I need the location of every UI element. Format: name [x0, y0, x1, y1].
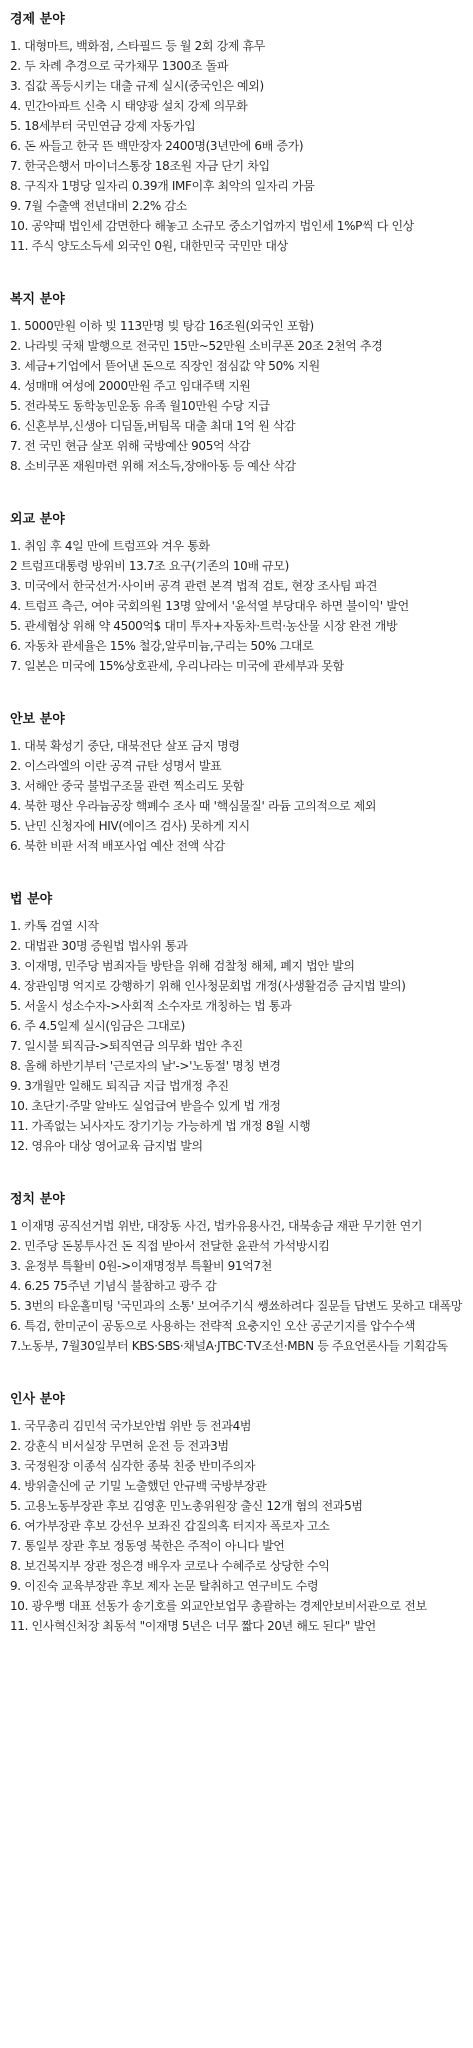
list-item: 4. 장관임명 억지로 강행하기 위해 인사청문회법 개정(사생활검증 금지법 발의) — [10, 979, 406, 993]
section-law — [10, 888, 463, 1156]
list-item: 2. 나라빚 국채 발행으로 전국민 15만~52만원 소비쿠폰 20조 2천억 추경 — [10, 339, 383, 353]
list-item: 2. 이스라엘의 이란 공격 규탄 성명서 발표 — [10, 759, 222, 773]
list-item: 1. 취임 후 4일 만에 트럼프와 겨우 통화 — [10, 539, 210, 553]
list-item: 7.노동부, 7월30일부터 KBS·SBS·채널A·JTBC·TV조선·MBN 등 주요언론사들 기획감독 — [10, 1339, 448, 1353]
list-item: 1. 대북 확성기 중단, 대북전단 살포 금지 명령 — [10, 739, 240, 753]
section-title: 외교 분야 — [10, 512, 65, 527]
list-item: 9. 3개월만 일해도 퇴직금 지급 법개정 추진 — [10, 1079, 229, 1093]
list-item: 8. 소비쿠폰 재원마련 위해 저소득,장애아동 등 예산 삭감 — [10, 459, 296, 473]
list-item: 4. 민간아파트 신축 시 태양광 설치 강제 의무화 — [10, 99, 248, 113]
list-item: 6. 북한 비판 서적 배포사업 예산 전액 삭감 — [10, 839, 225, 853]
list-item: 4. 북한 평산 우라늄공장 핵폐수 조사 때 '핵심물질' 라듐 고의적으로 제외 — [10, 799, 377, 813]
list-item: 5. 서울시 성소수자->사회적 소수자로 개칭하는 법 통과 — [10, 999, 292, 1013]
list-item: 1. 5000만원 이하 빚 113만명 빚 탕감 16조원(외국인 포함) — [10, 319, 314, 333]
section-title: 법 분야 — [10, 892, 53, 907]
list-item: 5. 난민 신청자에 HIV(에이즈 검사) 못하게 지시 — [10, 819, 250, 833]
list-item: 10. 초단기·주말 알바도 실업급여 받을수 있게 법 개정 — [10, 1099, 281, 1113]
list-item: 8. 올해 하반기부터 '근로자의 날'->'노동절' 명칭 변경 — [10, 1059, 281, 1073]
list-item: 2. 대법관 30명 증원법 법사위 통과 — [10, 939, 188, 953]
list-item: 3. 국정원장 이종석 심각한 종북 친중 반미주의자 — [10, 1459, 256, 1473]
list-item: 4. 트럼프 측근, 여야 국회의원 13명 앞에서 '윤석열 부당대우 하면 불이익' 발언 — [10, 599, 409, 613]
section-economy — [10, 8, 463, 256]
section-title: 정치 분야 — [10, 1192, 65, 1207]
section-diplomacy — [10, 508, 463, 676]
list-item: 3. 세금+기업에서 뜯어낸 돈으로 직장인 점심값 약 50% 지원 — [10, 359, 320, 373]
list-item: 11. 주식 양도소득세 외국인 0원, 대한민국 국민만 대상 — [10, 239, 288, 253]
list-item: 2. 두 차례 추경으로 국가채무 1300조 돌파 — [10, 59, 229, 73]
list-item: 3. 집값 폭등시키는 대출 규제 실시(중국인은 예외) — [10, 79, 264, 93]
list-item: 8. 보건복지부 장관 정은경 배우자 코로나 수혜주로 상당한 수익 — [10, 1559, 330, 1573]
list-item: 2. 강훈식 비서실장 무면허 운전 등 전과3범 — [10, 1439, 229, 1453]
section-personnel — [10, 1388, 463, 1636]
list-item: 1. 카톡 검열 시작 — [10, 919, 99, 933]
section-security — [10, 708, 463, 856]
list-item: 3. 이재명, 민주당 범죄자들 방탄을 위해 검찰청 해체, 폐지 법안 발의 — [10, 959, 355, 973]
list-item: 5. 고용노동부장관 후보 김영훈 민노총위원장 출신 12개 혐의 전과5범 — [10, 1499, 363, 1513]
list-item: 3. 미국에서 한국선거·사이버 공격 관련 본격 법적 검토, 현장 조사팀 파견 — [10, 579, 378, 593]
list-item: 11. 가족없는 뇌사자도 장기기능 가능하게 법 개정 8월 시행 — [10, 1119, 311, 1133]
list-item: 4. 성매매 여성에 2000만원 주고 임대주택 지원 — [10, 379, 251, 393]
list-item: 7. 일본은 미국에 15%상호관세, 우리나라는 미국에 관세부과 못함 — [10, 659, 344, 673]
list-item: 6. 여가부장관 후보 강선우 보좌진 갑질의혹 터지자 폭로자 고소 — [10, 1519, 330, 1533]
list-item: 2. 민주당 돈봉투사건 돈 직접 받아서 전달한 윤관석 가석방시킴 — [10, 1239, 330, 1253]
section-title: 경제 분야 — [10, 12, 65, 27]
list-item: 10. 공약때 법인세 감면한다 해놓고 소규모 중소기업까지 법인세 1%P씩 다 인상 — [10, 219, 414, 233]
list-item: 2 트럼프대통령 방위비 13.7조 요구(기존의 10배 규모) — [10, 559, 289, 573]
list-item: 1. 국무총리 김민석 국가보안법 위반 등 전과4범 — [10, 1419, 252, 1433]
list-item: 1 이재명 공직선거법 위반, 대장동 사건, 법카유용사건, 대북송금 재판 무기한 연기 — [10, 1219, 423, 1233]
section-welfare — [10, 288, 463, 476]
list-item: 5. 전라북도 동학농민운동 유족 월10만원 수당 지급 — [10, 399, 270, 413]
list-item: 4. 6.25 75주년 기념식 불참하고 광주 감 — [10, 1279, 217, 1293]
list-item: 6. 돈 싸들고 한국 뜬 백만장자 2400명(3년만에 6배 증가) — [10, 139, 304, 153]
section-title: 안보 분야 — [10, 712, 65, 727]
list-item: 11. 인사혁신처장 최동석 "이재명 5년은 너무 짧다 20년 해도 된다" 발언 — [10, 1619, 376, 1633]
section-title: 복지 분야 — [10, 292, 65, 307]
list-item: 10. 광우뻥 대표 선동가 송기호를 외교안보업무 총괄하는 경제안보비서관으로 전보 — [10, 1599, 427, 1613]
list-item: 7. 통일부 장관 후보 정동영 북한은 주적이 아니다 발언 — [10, 1539, 285, 1553]
list-item: 5. 3번의 타운홀미팅 '국민과의 소통' 보여주기식 쌩쑈하려다 질문들 답변도 못하고 대폭망 — [10, 1299, 463, 1313]
list-item: 6. 자동차 관세율은 15% 철강,알루미늄,구리는 50% 그대로 — [10, 639, 314, 653]
list-item: 6. 특검, 한미군이 공동으로 사용하는 전략적 요충지인 오산 공군기지를 압수수색 — [10, 1319, 416, 1333]
list-item: 1. 대형마트, 백화점, 스타필드 등 월 2회 강제 휴무 — [10, 39, 266, 53]
list-item: 6. 주 4.5일제 실시(임금은 그대로) — [10, 1019, 185, 1033]
list-item: 7. 일시불 퇴직금->퇴직연금 의무화 법안 추진 — [10, 1039, 243, 1053]
list-item: 9. 이진숙 교육부장관 후보 제자 논문 탈취하고 연구비도 수령 — [10, 1579, 319, 1593]
list-item: 4. 방위출신에 군 기밀 노출했던 안규백 국방부장관 — [10, 1479, 267, 1493]
list-item: 7. 전 국민 현금 살포 위해 국방예산 905억 삭감 — [10, 439, 251, 453]
list-item: 3. 윤정부 특활비 0원->이재명정부 특활비 91억7천 — [10, 1259, 273, 1273]
list-item: 6. 신혼부부,신생아 디딤돌,버팀목 대출 최대 1억 원 삭감 — [10, 419, 296, 433]
section-politics — [10, 1188, 463, 1356]
list-item: 5. 관세협상 위해 약 4500억$ 대미 투자+자동차·트럭·농산물 시장 완전 개방 — [10, 619, 398, 633]
list-item: 3. 서해안 중국 불법구조물 관련 찍소리도 못함 — [10, 779, 244, 793]
list-item: 8. 구직자 1명당 일자리 0.39개 IMF이후 최악의 일자리 가뭄 — [10, 179, 315, 193]
list-item: 5. 18세부터 국민연금 강제 자동가입 — [10, 119, 196, 133]
section-title: 인사 분야 — [10, 1392, 65, 1407]
list-item: 12. 영유아 대상 영어교육 금지법 발의 — [10, 1139, 203, 1153]
list-item: 9. 7월 수출액 전년대비 2.2% 감소 — [10, 199, 187, 213]
list-item: 7. 한국은행서 마이너스통장 18조원 자금 단기 차입 — [10, 159, 270, 173]
